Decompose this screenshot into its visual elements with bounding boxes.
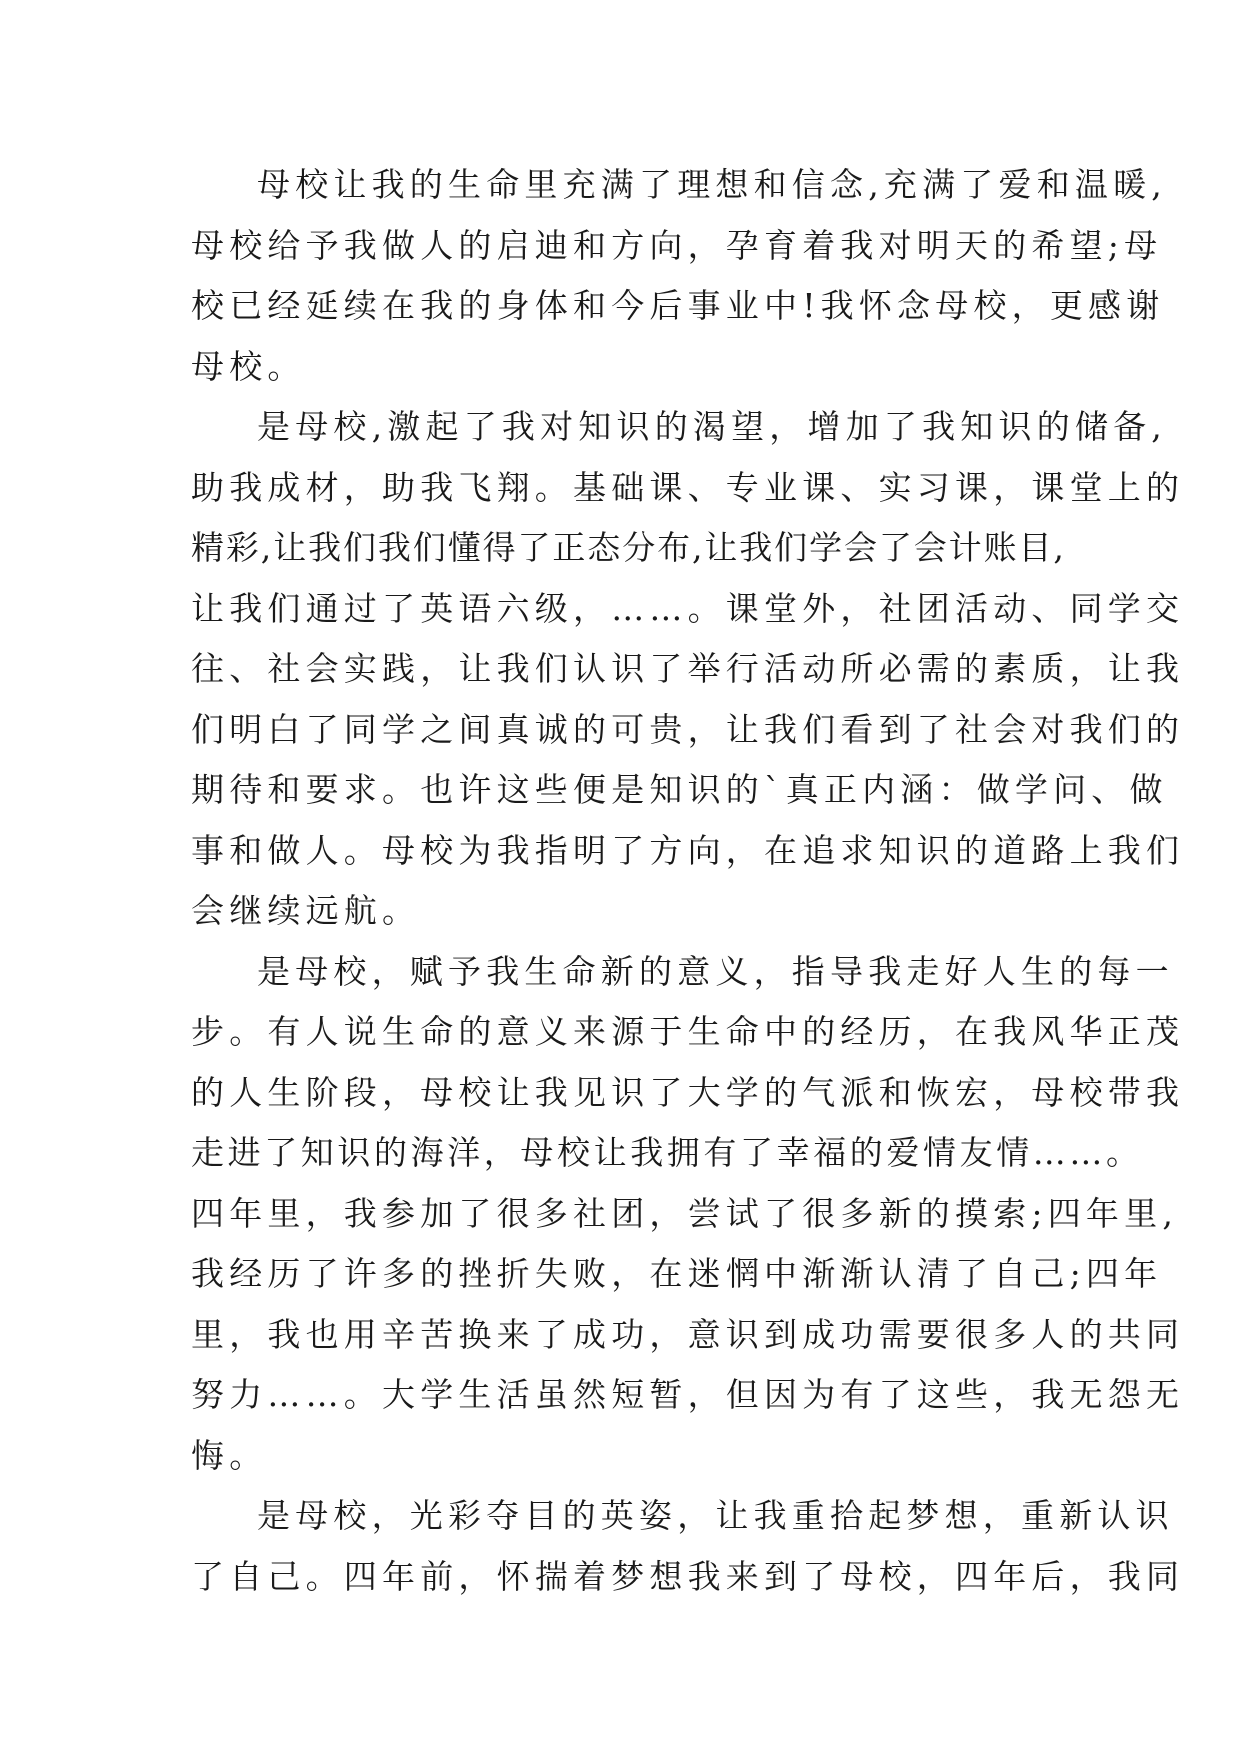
paragraph-line: 会继续远航。 (191, 891, 421, 930)
paragraph-line: 走进了知识的海洋，母校让我拥有了幸福的爱情友情……。 (191, 1133, 1143, 1172)
paragraph-line: 母校给予我做人的启迪和方向，孕育着我对明天的希望;母 (191, 225, 1163, 265)
paragraph-line: 让我们通过了英语六级，……。课堂外，社团活动、同学交 (191, 588, 1185, 628)
paragraph-line: 的人生阶段，母校让我见识了大学的气派和恢宏，母校带我 (191, 1072, 1185, 1112)
paragraph-line: 步。有人说生命的意义来源于生命中的经历，在我风华正茂 (191, 1012, 1185, 1051)
paragraph-line: 是母校，光彩夺目的英姿，让我重拾起梦想，重新认识 (257, 1496, 1174, 1535)
paragraph-line: 助我成材，助我飞翔。基础课、专业课、实习课，课堂上的 (191, 467, 1185, 507)
paragraph-line: 们明白了同学之间真诚的可贵，让我们看到了社会对我们的 (191, 709, 1185, 749)
paragraph-line: 是母校，赋予我生命新的意义，指导我走好人生的每一 (257, 951, 1174, 991)
paragraph-line: 是母校,激起了我对知识的渴望，增加了我知识的储备, (257, 407, 1167, 446)
paragraph-line: 母校让我的生命里充满了理想和信念,充满了爱和温暖, (257, 165, 1167, 204)
paragraph-line: 悔。 (191, 1435, 268, 1475)
paragraph-line: 里，我也用辛苦换来了成功，意识到成功需要很多人的共同 (191, 1314, 1185, 1354)
paragraph-line: 了自己。四年前，怀揣着梦想我来到了母校，四年后，我同 (191, 1556, 1185, 1596)
paragraph-line: 校已经延续在我的身体和今后事业中!我怀念母校，更感谢 (191, 286, 1165, 325)
paragraph-line: 努力……。大学生活虽然短暂，但因为有了这些，我无怨无 (191, 1375, 1185, 1414)
paragraph-line: 精彩,让我们我们懂得了正态分布,让我们学会了会计账目, (191, 528, 1066, 567)
paragraph-line: 我经历了许多的挫折失败，在迷惘中渐渐认清了自己;四年 (191, 1254, 1163, 1293)
document-body (191, 155, 1185, 1607)
paragraph-line: 期待和要求。也许这些便是知识的`真正内涵：做学问、做 (191, 770, 1168, 809)
paragraph-line: 四年里，我参加了很多社团，尝试了很多新的摸索;四年里, (191, 1193, 1179, 1233)
paragraph-line: 往、社会实践，让我们认识了举行活动所必需的素质，让我 (191, 649, 1185, 688)
paragraph-line: 事和做人。母校为我指明了方向，在追求知识的道路上我们 (191, 830, 1185, 870)
paragraph-line: 母校。 (191, 346, 306, 386)
